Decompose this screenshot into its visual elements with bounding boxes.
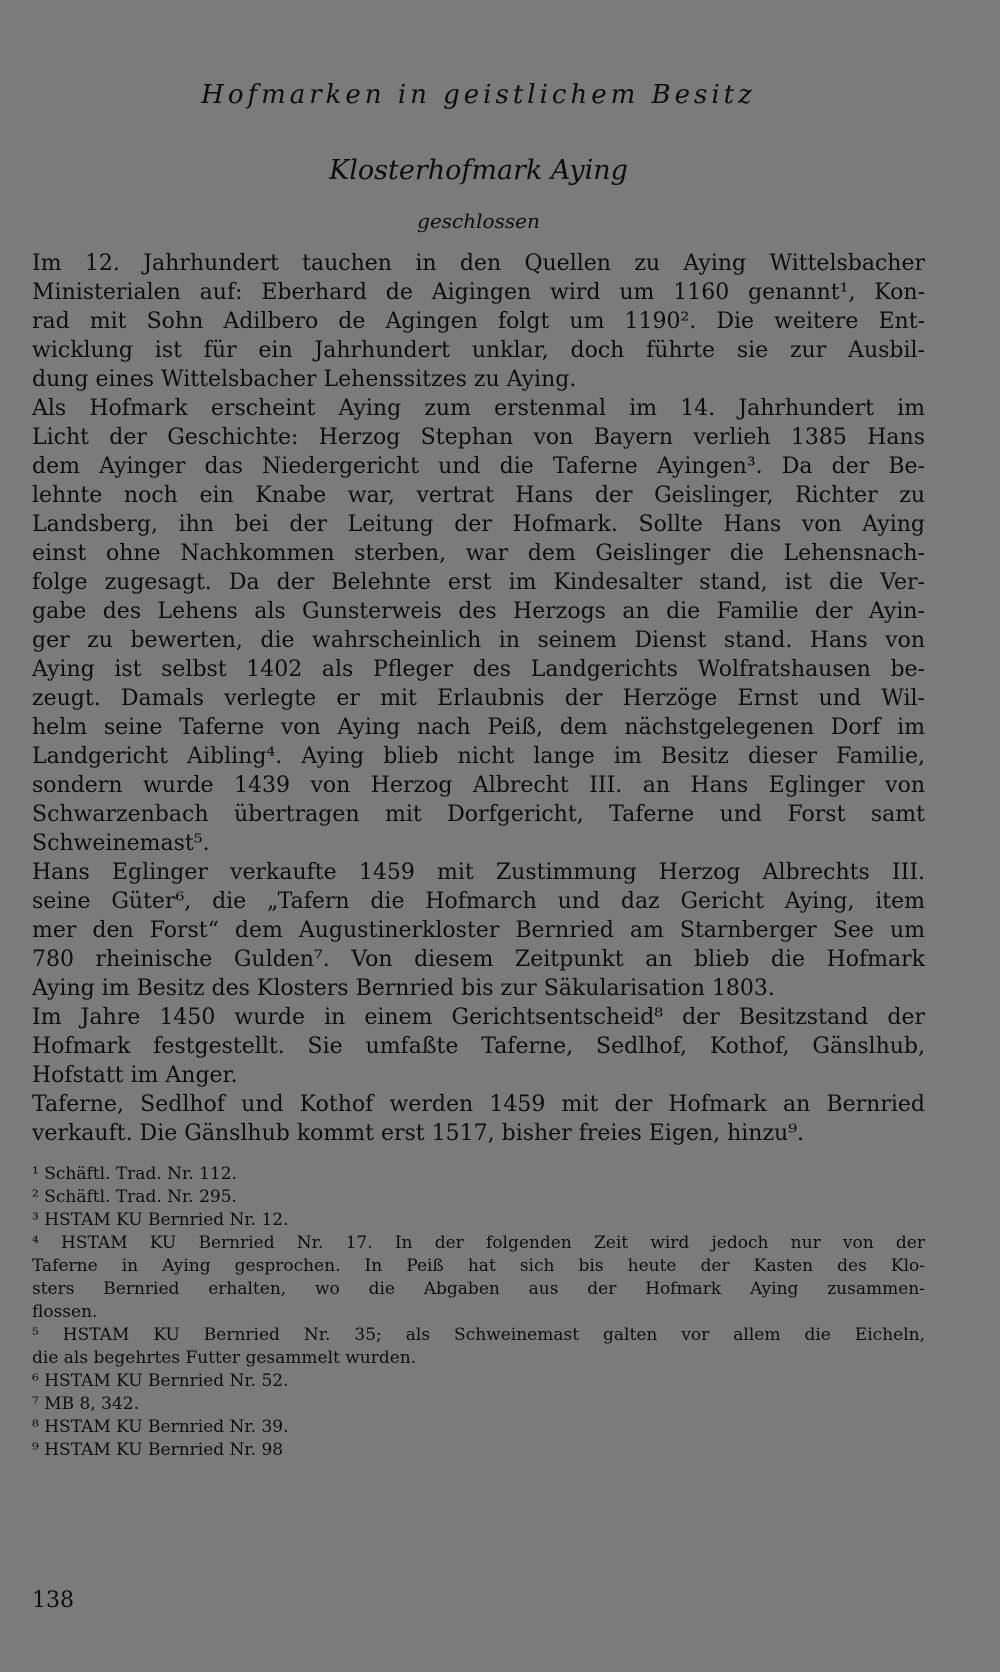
- body-line: Landsberg, ihn bei der Leitung der Hofmark. Sollte Hans von Aying: [32, 512, 925, 537]
- body-line: wicklung ist für ein Jahrhundert unklar, doch führte sie zur Ausbil-: [32, 338, 925, 363]
- body-line: dem Ayinger das Niedergericht und die Taferne Ayingen³. Da der Be-: [32, 454, 925, 479]
- footnote-line: sters Bernried erhalten, wo die Abgaben aus der Hofmark Aying zusammen-: [32, 1279, 925, 1299]
- footnote-line: ² Schäftl. Trad. Nr. 295.: [32, 1187, 237, 1207]
- page-number: 138: [32, 1588, 74, 1613]
- section-title: Klosterhofmark Aying: [329, 155, 628, 186]
- body-line: sondern wurde 1439 von Herzog Albrecht III. an Hans Eglinger von: [32, 773, 925, 798]
- body-line: Als Hofmark erscheint Aying zum erstenmal im 14. Jahrhundert im: [32, 396, 925, 421]
- body-line: ger zu bewerten, die wahrscheinlich in seinem Dienst stand. Hans von: [32, 628, 925, 653]
- body-line: verkauft. Die Gänslhub kommt erst 1517, bisher freies Eigen, hinzu⁹.: [32, 1121, 805, 1146]
- footnote-line: ¹ Schäftl. Trad. Nr. 112.: [32, 1164, 237, 1184]
- body-line: Ministerialen auf: Eberhard de Aigingen wird um 1160 genannt¹, Kon-: [32, 280, 925, 305]
- body-line: Im 12. Jahrhundert tauchen in den Quellen zu Aying Wittelsbacher: [32, 251, 925, 276]
- footnote-line: die als begehrtes Futter gesammelt wurden.: [32, 1348, 417, 1368]
- body-line: Im Jahre 1450 wurde in einem Gerichtsentscheid⁸ der Besitzstand der: [32, 1005, 925, 1030]
- footnote-line: ⁶ HSTAM KU Bernried Nr. 52.: [32, 1371, 289, 1391]
- footnote-line: ⁸ HSTAM KU Bernried Nr. 39.: [32, 1417, 289, 1437]
- body-line: Hofstatt im Anger.: [32, 1063, 238, 1088]
- footnote-line: ⁹ HSTAM KU Bernried Nr. 98: [32, 1440, 284, 1460]
- body-line: rad mit Sohn Adilbero de Agingen folgt um 1190². Die weitere Ent-: [32, 309, 925, 334]
- body-line: folge zugesagt. Da der Belehnte erst im Kindesalter stand, ist die Ver-: [32, 570, 925, 595]
- body-line: helm seine Taferne von Aying nach Peiß, dem nächstgelegenen Dorf im: [32, 715, 925, 740]
- body-line: seine Güter⁶, die „Tafern die Hofmarch und daz Gericht Aying, item: [32, 889, 925, 914]
- body-line: gabe des Lehens als Gunsterweis des Herzogs an die Familie der Ayin-: [32, 599, 925, 624]
- body-line: 780 rheinische Gulden⁷. Von diesem Zeitpunkt an blieb die Hofmark: [32, 947, 925, 972]
- document-page: [32, 0, 925, 1672]
- body-line: mer den Forst“ dem Augustinerkloster Bernried am Starnberger See um: [32, 918, 925, 943]
- body-line: einst ohne Nachkommen sterben, war dem Geislinger die Lehensnach-: [32, 541, 925, 566]
- footnote-line: ³ HSTAM KU Bernried Nr. 12.: [32, 1210, 289, 1230]
- footnote-line: Taferne in Aying gesprochen. In Peiß hat sich bis heute der Kasten des Klo-: [32, 1256, 925, 1276]
- body-line: Schwarzenbach übertragen mit Dorfgericht, Taferne und Forst samt: [32, 802, 925, 827]
- section-subtitle: geschlossen: [417, 209, 540, 233]
- running-head: Hofmarken in geistlichem Besitz: [201, 80, 756, 110]
- body-line: Hofmark festgestellt. Sie umfaßte Taferne, Sedlhof, Kothof, Gänslhub,: [32, 1034, 925, 1059]
- footnote-line: ⁵ HSTAM KU Bernried Nr. 35; als Schweinemast galten vor allem die Eicheln,: [32, 1325, 925, 1345]
- body-line: dung eines Wittelsbacher Lehenssitzes zu Aying.: [32, 367, 577, 392]
- body-line: Hans Eglinger verkaufte 1459 mit Zustimmung Herzog Albrechts III.: [32, 860, 925, 885]
- body-line: Aying im Besitz des Klosters Bernried bis zur Säkularisation 1803.: [32, 976, 775, 1001]
- body-line: Landgericht Aibling⁴. Aying blieb nicht lange im Besitz dieser Familie,: [32, 744, 925, 769]
- body-line: zeugt. Damals verlegte er mit Erlaubnis der Herzöge Ernst und Wil-: [32, 686, 925, 711]
- body-line: Licht der Geschichte: Herzog Stephan von Bayern verlieh 1385 Hans: [32, 425, 925, 450]
- footnote-line: ⁷ MB 8, 342.: [32, 1394, 139, 1414]
- body-line: Schweinemast⁵.: [32, 831, 210, 856]
- footnote-line: flossen.: [32, 1302, 98, 1322]
- body-line: Taferne, Sedlhof und Kothof werden 1459 mit der Hofmark an Bernried: [32, 1092, 925, 1117]
- footnote-line: ⁴ HSTAM KU Bernried Nr. 17. In der folgenden Zeit wird jedoch nur von der: [32, 1233, 925, 1253]
- body-line: Aying ist selbst 1402 als Pfleger des Landgerichts Wolfratshausen be-: [32, 657, 925, 682]
- body-line: lehnte noch ein Knabe war, vertrat Hans der Geislinger, Richter zu: [32, 483, 925, 508]
